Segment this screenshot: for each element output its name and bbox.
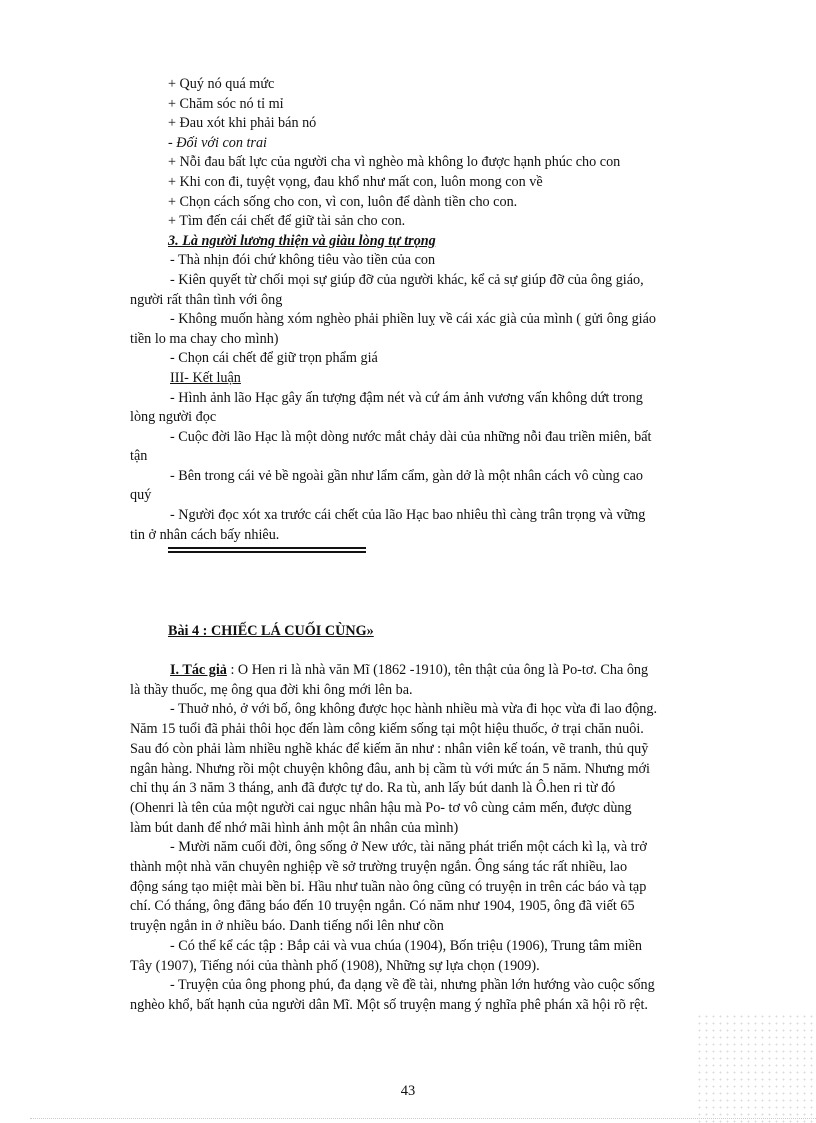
text-line: nghèo khổ, bất hạnh của người dân Mĩ. Một số truyện mang ý nghĩa phê phán xã hội rõ rệt.: [130, 996, 648, 1013]
paragraph: [130, 389, 720, 428]
text-line: Tây (1907), Tiếng nói của thành phố (1908), Những sự lựa chọn (1909).: [130, 957, 540, 974]
paragraph: [130, 700, 720, 838]
text-line: + Quý nó quá mức: [168, 76, 275, 92]
lesson-title: Bài 4 : CHIẾC LÁ CUỐI CÙNG»: [168, 623, 374, 639]
text-line: tin ở nhân cách bấy nhiêu.: [130, 526, 280, 543]
text-line: thành một nhà văn chuyên nghiệp về sở trường truyện ngắn. Ông sáng tác rất nhiều, lao: [130, 859, 628, 876]
text-line: lòng người đọc: [130, 409, 217, 426]
text-line: chỉ thụ án 3 năm 3 tháng, anh đã được tự do. Ra tù, anh lấy bút danh là Ô.hen ri từ đó: [130, 780, 616, 797]
paragraph: [130, 310, 720, 349]
lesson-content: [130, 661, 720, 1016]
text-line: - Cuộc đời lão Hạc là một dòng nước mắt chảy dài của những nỗi đau triền miên, bất: [170, 428, 652, 445]
text-line: - Không muốn hàng xóm nghèo phải phiền luỵ về cái xác già của mình ( gửi ông giáo: [170, 311, 657, 328]
text-line: + Nỗi đau bất lực của người cha vì nghèo mà không lo được hạnh phúc cho con: [168, 154, 621, 171]
text-line: Năm 15 tuổi đã phải thôi học đến làm công kiếm sống tại một hiệu thuốc, ở trại chăn nuôi.: [130, 721, 644, 738]
section-3-heading: 3. Là người lương thiện và giàu lòng tự trọng: [168, 232, 436, 249]
author-intro-line: [130, 661, 720, 681]
page-number: 43: [400, 1083, 416, 1099]
text-line: + Tìm đến cái chết để giữ tài sản cho con.: [168, 213, 406, 230]
text-line: - Hình ảnh lão Hạc gây ấn tượng đậm nét và cứ ám ảnh vương vấn không dứt trong: [170, 389, 643, 406]
text-line: người rất thân tình với ông: [130, 291, 283, 308]
text-line: + Chọn cách sống cho con, vì con, luôn để dành tiền cho con.: [168, 193, 518, 210]
part1-content: [130, 75, 720, 545]
text-line: + Khi con đi, tuyệt vọng, đau khổ như mất con, luôn mong con về: [168, 173, 543, 190]
paragraph: [130, 271, 720, 310]
paragraph: [130, 976, 720, 1015]
text-segment: : O Hen ri là nhà văn Mĩ (1862 -1910), tên thật của ông là Po-tơ. Cha ông: [226, 662, 649, 678]
text-line: + Đau xót khi phải bán nó: [168, 115, 317, 132]
section-divider: [168, 547, 366, 553]
text-line: Sau đó còn phải làm nhiều nghề khác để kiếm ăn như : nhân viên kế toán, vẽ tranh, thủ quỹ: [130, 740, 649, 757]
conclusion-heading: III- Kết luận: [170, 369, 241, 386]
text-line: - Thà nhịn đói chứ không tiêu vào tiền của con: [170, 252, 436, 269]
text-line: làm bút danh để nhớ mãi hình ảnh một ân nhân của mình): [130, 819, 459, 836]
text-line: tận: [130, 448, 148, 465]
text-line: - Người đọc xót xa trước cái chết của lão Hạc bao nhiêu thì càng trân trọng và vững: [170, 507, 646, 524]
corner-dot-pattern: [696, 1013, 816, 1123]
paragraph: [130, 467, 720, 506]
text-line: ngân hàng. Nhưng rồi một chuyện không đâu, anh bị cầm tù với mức án 5 năm. Nhưng mới: [130, 760, 650, 777]
text-line: chí. Có tháng, ông đăng báo đến 10 truyện ngắn. Có năm như 1904, 1905, ông đã viết 65: [130, 898, 635, 915]
text-line: (Ohenri là tên của một người cai ngục nhân hậu mà Po- tơ vô cùng cảm mến, được dùng: [130, 799, 632, 816]
text-line: tiền lo ma chay cho mình): [130, 330, 279, 347]
text-line: - Chọn cái chết để giữ trọn phẩm giá: [170, 350, 378, 367]
text-line: - Kiên quyết từ chối mọi sự giúp đỡ của người khác, kể cả sự giúp đỡ của ông giáo,: [170, 271, 644, 288]
paragraph: [130, 937, 720, 976]
text-line: - Có thể kể các tập : Bắp cải và vua chúa (1904), Bốn triệu (1906), Trung tâm miền: [170, 937, 643, 954]
text-line: - Thuở nhỏ, ở với bố, ông không được học hành nhiều mà vừa đi học vừa đi lao động.: [170, 701, 658, 718]
paragraph: [130, 428, 720, 467]
text-line: - Mười năm cuối đời, ông sống ở New ước, tài năng phát triển một cách kì lạ, và trở: [170, 839, 647, 856]
text-line: - Bên trong cái vẻ bề ngoài gần như lẩm cẩm, gàn dở là một nhân cách vô cùng cao: [170, 467, 643, 484]
text-line: là thầy thuốc, mẹ ông qua đời khi ông mới lên ba.: [130, 681, 413, 698]
paragraph: [130, 838, 720, 937]
bottom-dotted-border: [30, 1118, 816, 1121]
text-line: - Truyện của ông phong phú, đa dạng về đề tài, nhưng phần lớn hướng vào cuộc sống: [170, 977, 655, 994]
paragraph: [130, 506, 720, 545]
son-heading: - Đối với con trai: [168, 134, 267, 151]
text-line: truyện ngắn in ở nhiều báo. Danh tiếng nổi lên như cồn: [130, 918, 444, 935]
text-line: động sáng tạo miệt mài bền bỉ. Hầu như tuần nào ông cũng có truyện in trên các báo và tạp: [130, 878, 647, 895]
author-heading: I. Tác giả: [170, 662, 227, 678]
text-line: + Chăm sóc nó tỉ mỉ: [168, 95, 284, 112]
text-line: quý: [130, 487, 152, 504]
